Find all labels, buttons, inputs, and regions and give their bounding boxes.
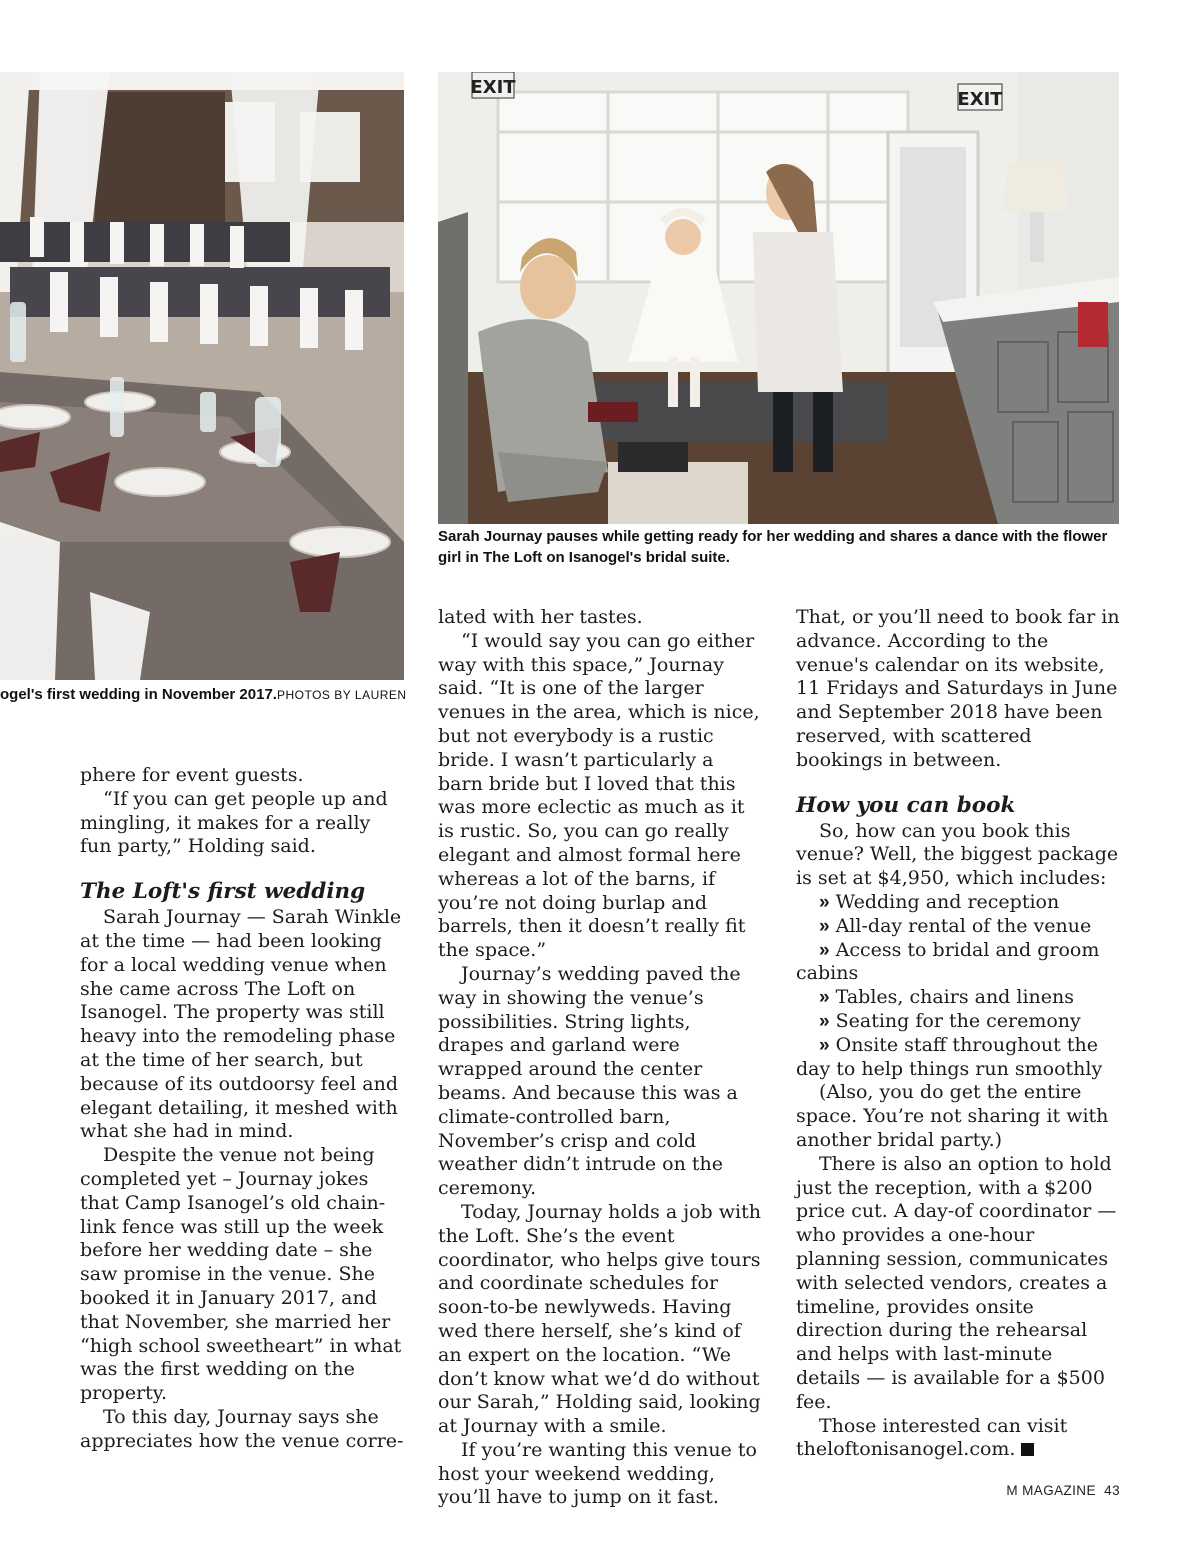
bullet-chevron-icon: »: [819, 1034, 830, 1056]
package-item: » All-day rental of the venue: [819, 914, 1092, 937]
col1-paragraph-3: Sarah Journay — Sarah Winkle at the time — had been looking for a local wedding venue when she came across The Loft on Isanogel. The property was still heavy into the remodeling phase at the time of her search, but because of its outdoorsy feel and elegant detailing, it meshed with what she had in mind.: [80, 906, 402, 1143]
section-heading-first-wedding: The Loft's first wedding: [80, 879, 366, 905]
package-item: » Seating for the ceremony: [819, 1009, 1081, 1032]
right-photo-caption: [438, 526, 1128, 568]
col2-paragraph-1: lated with her tastes.: [438, 606, 643, 628]
article-column-3: [796, 606, 1120, 1462]
package-item: » Onsite staff throughout the day to help things run smoothly: [796, 1033, 1103, 1080]
col2-paragraph-5: If you’re wanting this venue to host your weekend wedding, you’ll have to jump on it fast.: [438, 1438, 757, 1509]
package-item: » Wedding and reception: [819, 890, 1060, 913]
end-of-article-mark: [1021, 1443, 1034, 1456]
col2-paragraph-2: “I would say you can go either way with this space,” Journay said. “It is one of the larger venues in the area, which is nice, but not everybody is a rustic bride. I wasn’t particularly a barn bride but I loved that this was more eclectic as much as it is rustic. So, you can go really elegant and almost formal here whereas a lot of the barns, if you’re not doing burlap and barrels, then it doesn’t really fit the space.”: [438, 629, 760, 962]
col2-paragraph-3: Journay’s wedding paved the way in showing the venue’s possibilities. String lights, drapes and garland were wrapped around the center beams. And because this was a climate-controlled barn, November’s crisp and cold weather didn’t intrude on the ceremony.: [438, 962, 741, 1200]
exit-sign-1: EXIT: [470, 77, 516, 98]
col3-paragraph-2: So, how can you book this venue? Well, the biggest package is set at $4,950, which includes:: [796, 819, 1119, 890]
col3-paragraph-5: Those interested can visit theloftonisanogel.com.: [796, 1414, 1068, 1461]
exit-sign-2: EXIT: [957, 89, 1003, 110]
left-caption-text: ogel's first wedding in November 2017.: [0, 686, 277, 703]
left-photo-caption: [0, 684, 407, 706]
reception-photo: [0, 72, 404, 680]
bridal-suite-photo: [438, 72, 1119, 524]
col1-paragraph-5: To this day, Journay says she appreciates how the venue corre-: [80, 1405, 404, 1452]
bullet-chevron-icon: »: [819, 939, 830, 961]
col1-paragraph-2: “If you can get people up and mingling, it makes for a really fun party,” Holding said.: [80, 787, 388, 858]
bullet-chevron-icon: »: [819, 891, 830, 913]
magazine-name: M MAGAZINE: [1006, 1483, 1096, 1498]
section-heading-how-to-book: How you can book: [796, 792, 1016, 818]
bullet-chevron-icon: »: [819, 915, 830, 937]
package-item: » Access to bridal and groom cabins: [796, 938, 1100, 985]
page-number: 43: [1104, 1483, 1120, 1498]
col3-paragraph-4: There is also an option to hold just the reception, with a $200 price cut. A day-of coordinator — who provides a one-hour planning session, communicates with selected vendors, creates a timeline, provides onsite direction during the rehearsal and helps with last-minute details — is available for a $500 fee.: [796, 1152, 1117, 1413]
bullet-chevron-icon: »: [819, 987, 830, 1009]
article-column-1: [80, 764, 404, 1454]
right-caption-text: Sarah Journay pauses while getting ready for her wedding and shares a dance with the flower girl in The Loft on Isanogel's bridal suite.: [438, 528, 1108, 566]
package-list: [796, 891, 1120, 1081]
col3-paragraph-1: That, or you’ll need to book far in advance. According to the venue's calendar on its website, 11 Fridays and Saturdays in June and September 2018 have been reserved, with scattered bookings in between.: [796, 606, 1120, 771]
col3-paragraph-3: (Also, you do get the entire space. You’re not sharing it with another bridal party.): [796, 1081, 1109, 1151]
article-column-2: [438, 606, 762, 1510]
package-item: » Tables, chairs and linens: [819, 986, 1075, 1009]
col1-paragraph-4: Despite the venue not being completed yet – Journay jokes that Camp Isanogel’s old chain-link fence was still up the week before her wedding date – she saw promise in the venue. She booked it in January 2017, and that November, she married her “high school sweetheart” in what was the first wedding on the property.: [80, 1144, 402, 1405]
page-folio: [1000, 1483, 1120, 1498]
col2-paragraph-4: Today, Journay holds a job with the Loft. She’s the event coordinator, who helps give tours and coordinate schedules for soon-to-be newlyweds. Having wed there herself, she’s kind of an expert on the location. “We don’t know what we’d do without our Sarah,” Holding said, looking at Journay with a smile.: [438, 1200, 761, 1438]
photo-credit: PHOTOS BY LAUREN: [276, 688, 407, 702]
bullet-chevron-icon: »: [819, 1010, 830, 1032]
col1-paragraph-1: phere for event guests.: [80, 764, 304, 786]
